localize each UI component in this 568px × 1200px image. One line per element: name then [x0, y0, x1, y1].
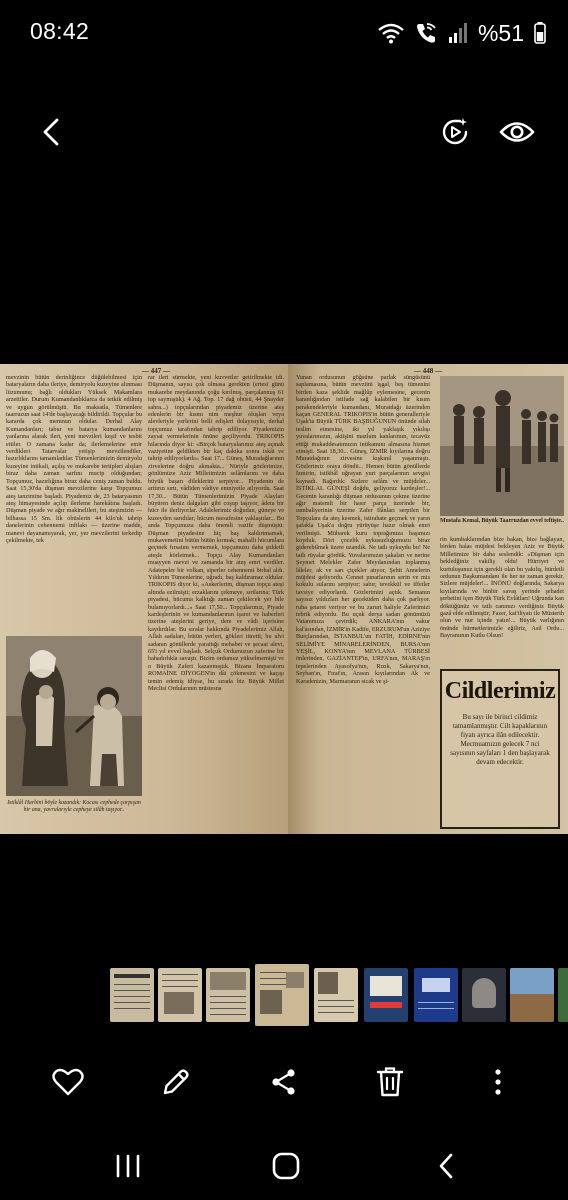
- recents-icon: [115, 1154, 141, 1178]
- view-button[interactable]: [494, 109, 540, 155]
- left-photo-caption: Istiklâl Harbini böyle kazandık: Kocası cephede çarpışan bir ana, yavrularıyle cepheye silâh taşıyor..: [7, 800, 141, 813]
- thumbnail[interactable]: [364, 968, 408, 1022]
- delete-button[interactable]: [366, 1058, 414, 1106]
- remaster-icon: [438, 115, 472, 149]
- thumbnail-strip[interactable]: [110, 964, 568, 1026]
- thumbnail[interactable]: [314, 968, 358, 1022]
- status-bar: [0, 0, 568, 68]
- thumbnail[interactable]: [558, 968, 568, 1022]
- remaster-button[interactable]: [432, 109, 478, 155]
- photo-mother-children: [6, 636, 142, 796]
- share-button[interactable]: [260, 1058, 308, 1106]
- cildlerimiz-title: Cildlerimiz: [444, 678, 556, 704]
- thumbnail[interactable]: [206, 968, 250, 1022]
- magazine-page-right: [288, 364, 568, 834]
- magazine-page-left: [0, 364, 288, 834]
- system-nav-bar: [0, 1130, 568, 1200]
- page-number-left: — 447 —: [142, 367, 170, 375]
- thumbnail-selected[interactable]: [256, 964, 308, 1026]
- photo-mustafa-kemal: [440, 376, 564, 516]
- battery-icon: [534, 22, 546, 44]
- more-icon: [494, 1068, 502, 1096]
- signal-icon: [448, 22, 468, 44]
- cildlerimiz-text: Bu sayı ile birinci cildimiz tamamlanmıştır. Cilt kapaklarının fiyatı ayrıca ilân edilecektir. Mecmuamızın gelecek 7 nci sayısının sayfaları 1 den başlayarak devam edecektir.: [450, 713, 550, 766]
- page-number-right: — 448 —: [414, 367, 442, 375]
- image-viewer[interactable]: [0, 364, 568, 834]
- thumbnail[interactable]: [510, 968, 554, 1022]
- recents-button[interactable]: [104, 1142, 152, 1190]
- thumbnail[interactable]: [462, 968, 506, 1022]
- right-page-column-1: Yunan ordusunun göğsüne parlak süngüsünü saplamasına, bütün mevziini işgal, beş tümenini birden kaza şeklide mağlûp eylemesine, gecenin karanlığından istifade sağ kalabilen bir kısım perakendeleriyle kumandanı, Muratdağı üzerinden kaçan GENERAL TRIKOPIS'in bütün generalleriyle Uşak'ta Büyük TÜRK BAŞBUĞUNUN önünde silah teslim etmesine, iki yıl yaklaşık yıkılışı yuvalarımızın, aktişini mazlum kanlarımın, tecavüz ettiği mukaddesatımızın intikamını almasına hizmet etmişti. Saat 18,30... Güneş, İZMİR kıyılarına doğru Muratdağının zirvesine kışkınıl yaşanmıştı. Gözlerimiz oraya döndü... Hemen bütün gönüllerde İzmirin, istikbâl uğrayan yurt parçalarının sevgisi kaynadı. Bağırdık: Sizlere selâm ve müjdeler... İSTİKLAL GÜNEŞİ doğdu, geliyoruz kardeşler!... Gecenin karanlığı düşman ordusunun çekme üzerine ağır matemli bir hasır parça üzerinde bir, ıumbaliyerinin üzerine Zafer Ilânları serpilen bir Topçulara da ateş kesmek, istirahate geçmek ve yarın şafakla Uşak'a doğru yürüyüşe hazır olmak emri verilmişti. Mübarek kuru toprağımıza başımızı koyduk. Dört çocelik uykusuzluğumuzu biraz giderebilmek üzere uzandık. Ne tatlı uykuydu bu! Ne tatlı rüyalar gördük. Yuvalarımızın şakaları ve nerine Şeymet Melekler Zafer Meydanından toplanmış lâleler, ak ve sarı çiçekler atıyor, Şehit Annelerin müjdesi geliyordu. Cennet pınarlarının serin ve mis kokulu sularını serpiyor; sabır, tevekkül ve iffetler tavsiye ediyorlardı. Gözlerimizi açtık. Semanın sayısız yıldızları her geceküden daha çok parlıyor. ruha şetaret veriyor ve bu zaruri haliyle Zaferimizi tebrik ediyordu. Bu uçuk derya sadan gönümüzü Vatanımıza çevirdik; ANKARA'nın vakur kal'asından, İZMİR'in Kadife, ERZURUM'un Aziziye Burçlarından, İSTANBUL'un FATİH, EDİRNE'nin SELİMİYE MİNARELERİNDEN, BURSA'nın YEŞİL, KONYA'nın MEVLANA TÜRBESİ önlerinden, GAZİANTEP'in, URFA'nın, MARAŞ'ın tepelerinden Ayasofya'nın, Rızık, Sakarya'nın, Seyhan'ın, Fırat'ın, Arasın kıyılarından Ak ve Karadenizin, Marmaranın sicak ve şi-: [296, 374, 430, 685]
- home-icon: [271, 1151, 301, 1181]
- thumbnail[interactable]: [110, 968, 154, 1022]
- favorite-button[interactable]: [44, 1058, 92, 1106]
- cildlerimiz-box: [440, 669, 560, 829]
- battery-percent: %51: [477, 19, 524, 46]
- wifi-icon: [378, 22, 404, 44]
- eye-icon: [499, 119, 535, 145]
- system-back-button[interactable]: [422, 1142, 470, 1190]
- edit-icon: [161, 1067, 191, 1097]
- left-page-column-2: rar ileri sürmekte, yeni kuvvetler getirilmekte idi. Düşmanın, sayısı çok olmasa gerekten (ertesi günü mukarebe meydanında çoğu kırılmış, parçalanmış 61 top saymıştık). 4 Ağ. Top. 17 dağ obüsü, 44 Şnayder sahra...) topçularından piyademiz üzerine ateş edenlerin bir kısmı nim meşhur oluşları veya alevleriyle yerlerini belli edişleri dolayısıyle, derhal topçumuz tarafından tahrip ediliyor. Piyademizin zayıat vermelerinin önüne geçiliyordu. TRIKOPIS hilarında diyor ki: «Birçok bataryalarımız ateş açmak vaziyetine geldikten bir kaç dakika sonra iskât ve tahrip ediliyorlardı». Saat 17... Güneş, Muradağlarının zirvelerine doğru akmakta... Nüriyle gözlerimize, gönlümüze Aziz Milletimizin selâmlarını ve daha büyük başarı dileklerini serpiyor... Piyadenin de arttırın sırtı, vâdiden vâdiye emniyetle atlıyordu. Saat 17,30... Bütün Tümenlerimizin Piyade Alayları büyüren deniz dalgaları gibi coşup taşıyor, âdeta bir hücr ile ilerliyorlar. Adalelerimiz doğudan, güneye ve kuzeyden sarıdılar; hücum mesafesine yaklaştılar... Bu anda Topçumuza daha önemli vazife düşmüştü: Düşman piyadesine hiç baş kaldırtmamak, mukavemetini bütün bütün kırmak; mahalli hücumlara geçmek fırsatını vermemek, topçumuzu daha şiddetli ateşle körletmek... Topçu Alay Kumandanları muayyen mevzi ve zamanda bir ateş emri verdiler. Adatepeler bir volkan, siperler cehennemi birhal aldı. Yıldırım Tümenlerine, uğradı, baş kaldıramaz oldular. TRIKOPIS diyor ki, «Askerlerim, düşman topçu ateşi altında ezilmişti; erzaklarını çekmeye, sırtlarına; Türk piyadesi, hücuma kalktığı zaman çekilecek yer bile bulamıyorlardı...» Saat 17,50... Topçularımız, Piyade kardeşlerinin ve kumandanlarının işaret ve haberleri üzerine ateşlerini geriye, dere ve vâdi içerisine kaydırdılar. Bu sıralar hakkında Piyadelerimiz Allah, Allah sadaları, bütün yerleri, gökleri titretti; bu ulvi sadanın gönüllerde yarattığı mehabet ve şecaat alevi, 65'i yıl evvel başladı. Selçuk Ordumuzun zaferine bir bahadırlıkla savaştı. Bizim ordumuz yükselmemişti ve o Büyük Zaferi kazanmıştık. Bizans İmparatoru ROMAİNE DİYOGEN'in dâi çökmesini ve kaçışı temin edemiş idiyse, bu sırada biz Büyük Millet Meclisi Ordularının müstesna: [148, 374, 284, 693]
- thumbnail[interactable]: [158, 968, 202, 1022]
- left-page-column-1: mevzinin bütün derinliğince düğülebilmesi için bataryaların daha ileriye, demiryolu kuzeyine alınması lüzumunu; bağlı oldukları Yüksek Makamlara arzettiler. Durum Kumandanlıklarca da tetkik edilmiş ve uygun görülmüştü. Bu maksatla, Tümenlere taarruzun saat 14'de başlayacağı bildirildi. Topçular bu kararda çok memnun oldular. Derhal Alay Kumandanları; tabur ve batarya kumandanlarını yanlarına alarak ileri, yeni mevzileri keşif ve tesbit ettiler. O zamana kadar da; ilerlemelerine emir verdikleri Tatarvalar yetişip mevzilendiler, hazırlıklarını tamamladılar. Tümenlerimizin demiryolu kuzeyine intikali, açılış ve mukarebe tertipleri alışları biraz daha zaman sarfını mucip olduğundan; Topçumuz, hazırlığına biraz daha ceniş zaman buldu. Saat 15,30'da düşman mevzilerine karşı Topçumuz ateş tanzimine başladı. Piyademiz de, 23 bataryasının ateş himayesinde açılıp ilerleme harekâtına başladı. Düşman piyade ve ağır makinelileri, bu ateşimizin — bilhassa 15 Sm. lik obüslerin 44 kilo'uk tahrip danelerinin cehennemi infilakı — üzerine madde, manevi dayanamıyarak, yer, yer mevzilerini terkedip çekilmekte, tek: [6, 374, 142, 544]
- status-icons: [378, 18, 546, 48]
- share-icon: [270, 1067, 298, 1097]
- more-options-button[interactable]: [474, 1058, 522, 1106]
- heart-icon: [52, 1068, 84, 1096]
- wifi-call-icon: [414, 21, 438, 45]
- back-button[interactable]: [28, 109, 74, 155]
- right-photo-caption: Mustafa Kemal, Büyük Taarruzdan evvel teftişte..: [440, 518, 564, 524]
- edit-button[interactable]: [152, 1058, 200, 1106]
- home-button[interactable]: [262, 1142, 310, 1190]
- thumbnail[interactable]: [414, 968, 458, 1022]
- back-icon: [437, 1152, 455, 1180]
- status-time: 08:42: [30, 18, 90, 44]
- right-page-column-2: rin kumbaklarından bize bakan, bize bağlayan, birden halas müjdesi bekleyen Aziz ve Büyük Milletimize bir daha seslendik: «Düşman için bekledğiniz vakiliş oldu! Hürriyet ve kurtuluşunuz için gerekli olan bu yakılış, hürdetli ordunun Başkumandanı ile her ne zaman gerekir. Sizlere müjdeler!... İNÖNÜ doğlarında, Sakarya kıyılarında ve binbir savaş yerinde şehadet şerbetini içen Büyük Türk Evlâtları! Uğrunda kan döktüğünüz ve tatlı canınızı verdiğiniz Büyük gazâ elde edilmiştir; Fazer, kat'iliyatı ile Müsterih olun ve nur içinde yatın!... Büyük varlığının önünde hürmetlerimizle eğiliriz, Asil Ordu... Bayramının Kutlu Olsun!: [440, 536, 564, 640]
- trash-icon: [376, 1066, 404, 1098]
- top-toolbar: [0, 95, 568, 169]
- chevron-left-icon: [40, 117, 62, 147]
- bottom-action-bar: [0, 1046, 568, 1116]
